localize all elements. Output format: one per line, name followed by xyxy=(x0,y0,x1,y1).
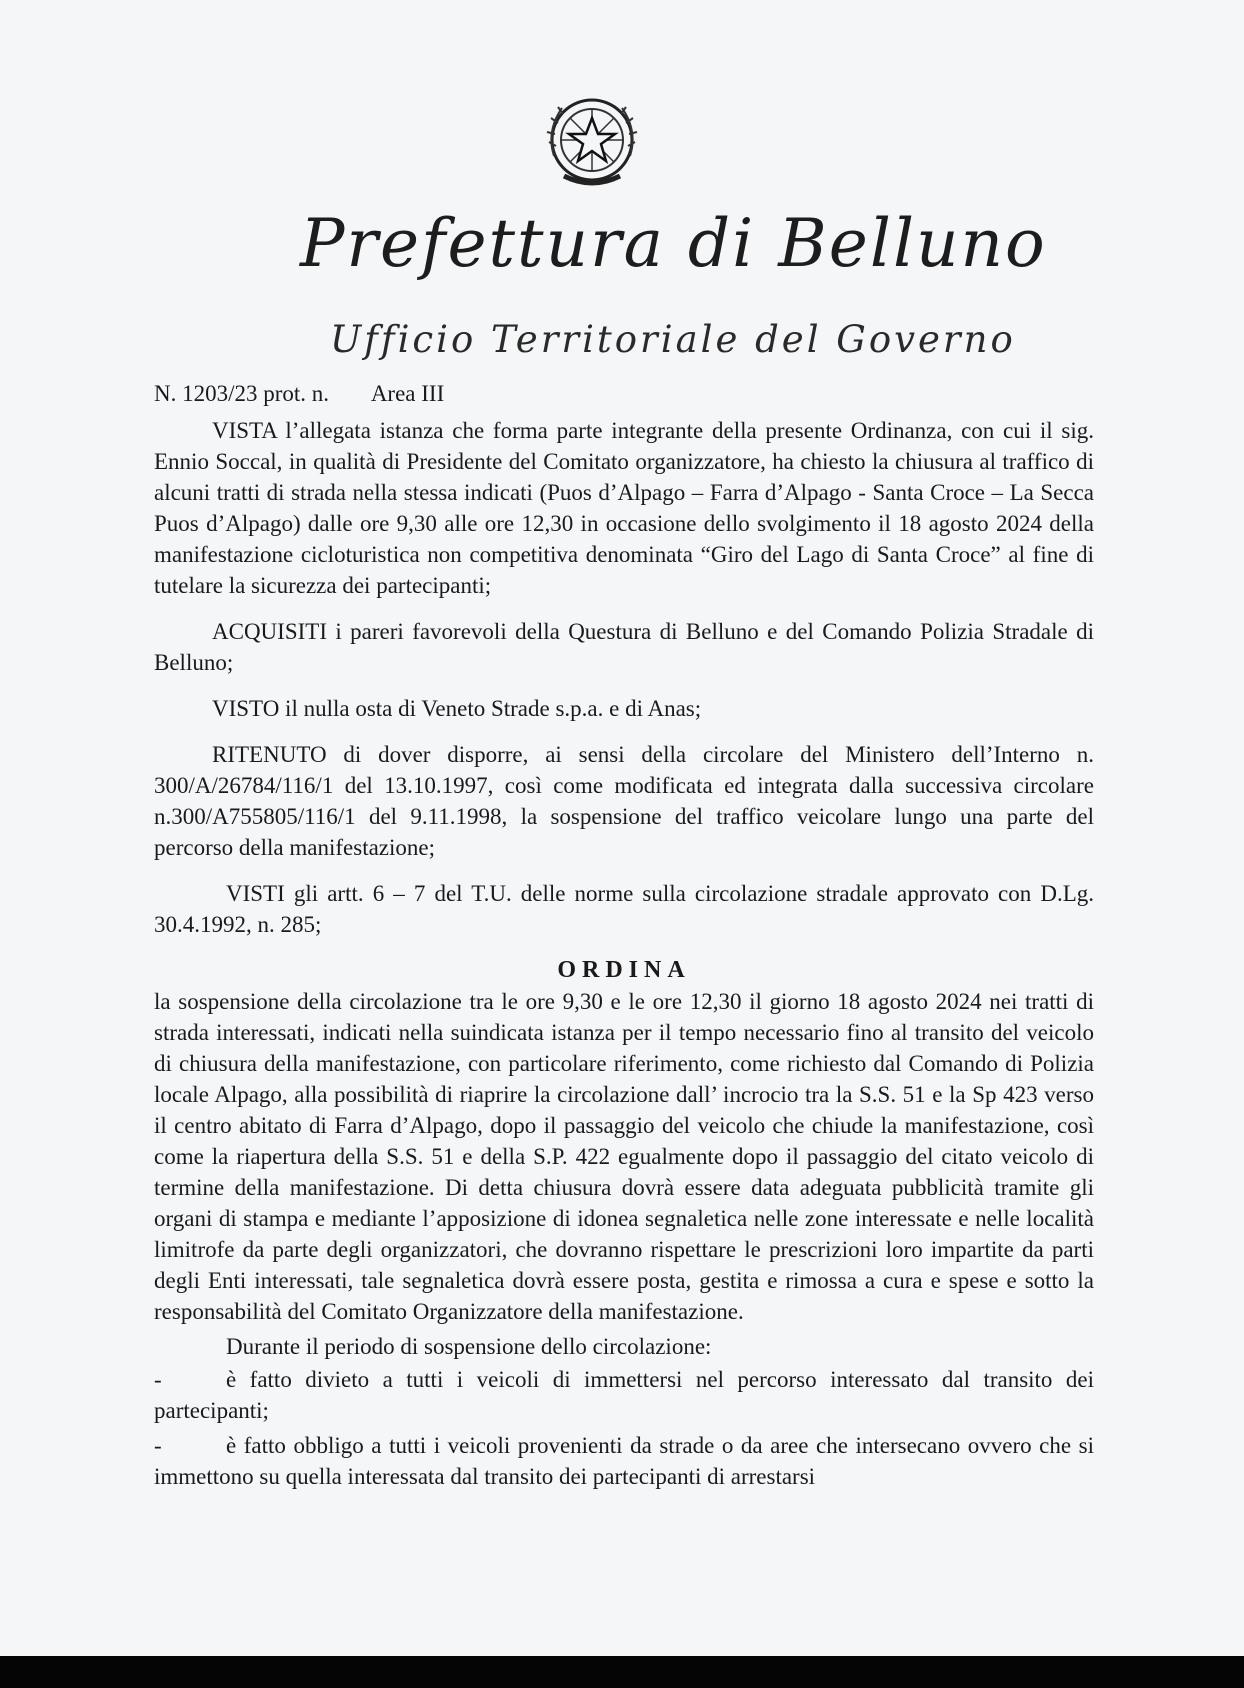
bullet-dash: - xyxy=(154,1367,162,1392)
paragraph-vista: VISTA l’allegata istanza che forma parte integrante della presente Ordinanza, con cui il sig. Ennio Soccal, in qualità di Presidente del Comitato organizzatore, ha chiesto la chiusura al traffico di alcuni tratti di strada nella stessa indicati (Puos d’Alpago – Farra d’Alpago - Santa Croce – La Secca Puos d’Alpago) dalle ore 9,30 alle ore 12,30 in occasione dello svolgimento il 18 agosto 2024 della manifestazione cicloturistica non competitiva denominata “Giro del Lago di Santa Croce” al fine di tutelare la sicurezza dei partecipanti; xyxy=(154,418,1094,598)
republic-emblem-icon xyxy=(536,86,648,198)
paragraph-acquisiti: ACQUISITI i pareri favorevoli della Questura di Belluno e del Comando Polizia Stradale di Belluno; xyxy=(154,619,1094,675)
list-item-text: è fatto divieto a tutti i veicoli di immettersi nel percorso interessato dal transito dei partecipanti; xyxy=(154,1367,1094,1423)
bullet-dash: - xyxy=(154,1433,162,1458)
list-item xyxy=(154,1430,1094,1492)
protocol-line xyxy=(154,378,1094,409)
ordina-heading: ORDINA xyxy=(557,957,691,983)
ordina-body: la sospensione della circolazione tra le ore 9,30 e le ore 12,30 il giorno 18 agosto 2024 nei tratti di strada interessati, indicati nella suindicata istanza per il tempo necessario fino al transito del veicolo di chiusura della manifestazione, con particolare riferimento, come richiesto dal Comando di Polizia locale Alpago, alla possibilità di riaprire la circolazione dall’ incrocio tra la S.S. 51 e la Sp 423 verso il centro abitato di Farra d’Alpago, dopo il passaggio del veicolo che chiude la manifestazione, così come la riapertura della S.S. 51 e della S.P. 422 egualmente dopo il passaggio del citato veicolo di termine della manifestazione. Di detta chiusura dovrà essere data adeguata pubblicità tramite gli organi di stampa e mediante l’apposizione di idonea segnaletica nelle zone interessate e nelle località limitrofe da parte degli organizzatori, che dovranno rispettare le prescrizioni loro impartite da parti degli Enti interessati, tale segnaletica dovrà essere posta, gestita e rimossa a cura e spese e sotto la responsabilità del Comitato Organizzatore della manifestazione. xyxy=(154,989,1094,1324)
document-body xyxy=(154,378,1094,1496)
protocol-area: Area III xyxy=(370,381,445,406)
ordina-lead: Durante il periodo di sospensione dello circolazione: xyxy=(226,1334,712,1359)
paragraph-ritenuto: RITENUTO di dover disporre, ai sensi della circolare del Ministero dell’Interno n. 300/A/26784/116/1 del 13.10.1997, così come modificata ed integrata dalla successiva circolare n.300/A755805/116/1 del 9.11.1998, la sospensione del traffico veicolare lungo una parte del percorso della manifestazione; xyxy=(154,742,1094,860)
list-item-text: è fatto obbligo a tutti i veicoli provenienti da strade o da aree che intersecano ovvero che si immettono su quella interessata dal transito dei partecipanti di arrestarsi xyxy=(154,1433,1094,1489)
list-item xyxy=(154,1364,1094,1426)
letterhead-subtitle: Ufficio Territoriale del Governo xyxy=(330,318,1016,361)
letterhead-title: Prefettura di Belluno xyxy=(300,205,1047,282)
protocol-number: N. 1203/23 prot. n. xyxy=(154,381,330,406)
paragraph-visto: VISTO il nulla osta di Veneto Strade s.p.a. e di Anas; xyxy=(212,696,702,721)
paragraph-visti: VISTI gli artt. 6 – 7 del T.U. delle norme sulla circolazione stradale approvato con D.Lg. 30.4.1992, n. 285; xyxy=(154,881,1094,937)
scan-bottom-edge xyxy=(0,1656,1244,1688)
